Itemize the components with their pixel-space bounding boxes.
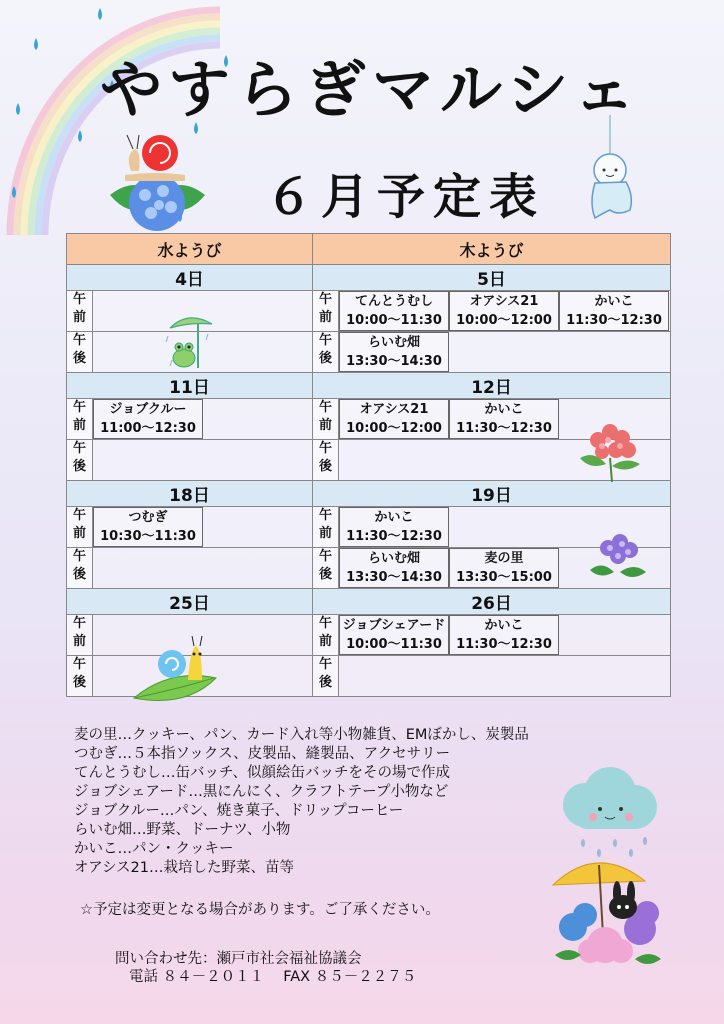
note-line: らいむ畑…野菜、ドーナツ、小物 <box>74 822 291 838</box>
date-row <box>67 481 671 507</box>
slot-label-pm: 午 後 <box>67 332 93 373</box>
vendor-name: オアシス21 <box>359 402 429 417</box>
date-cell: 18日 <box>67 481 313 507</box>
vendor-name: かいこ <box>484 402 524 417</box>
slot-label-pm: 午 後 <box>313 656 339 697</box>
snail-hydrangea-icon <box>105 125 210 235</box>
vendor-name: ジョブシェアード <box>342 618 446 633</box>
cloud-icon <box>555 765 665 865</box>
slot-label-am: 午 前 <box>313 291 339 332</box>
vendor-name: かいこ <box>374 510 414 525</box>
contact-info <box>115 950 416 986</box>
vendor-time: 11:30～12:30 <box>346 529 442 544</box>
frog-leaf-icon <box>160 310 215 372</box>
slot-label-am: 午 前 <box>313 507 339 548</box>
vendor-time: 13:30～14:30 <box>346 354 442 369</box>
date-cell: 19日 <box>313 481 671 507</box>
date-cell: 12日 <box>313 373 671 399</box>
vendor-time: 10:00～11:30 <box>346 637 442 652</box>
vendor-entry <box>449 399 559 439</box>
vendor-entry <box>339 507 449 547</box>
vendor-entry <box>93 507 203 547</box>
contact-phone-fax: 電話 ８４－２０１１ FAX ８５－２２７５ <box>129 969 417 985</box>
contact-org: 問い合わせ先：瀬戸市社会福祉協議会 <box>115 951 362 967</box>
note-line: ジョブクルー…パン、焼き菓子、ドリップコーヒー <box>74 803 404 819</box>
date-row <box>67 373 671 399</box>
date-cell: 25日 <box>67 589 313 615</box>
vendor-entry <box>559 291 669 331</box>
vendor-time: 11:30～12:30 <box>456 421 552 436</box>
slot-row-am <box>67 291 671 332</box>
hydrangea-purple-icon <box>588 530 648 585</box>
vendor-entry <box>449 548 559 588</box>
vendor-name: 麦の里 <box>484 551 524 566</box>
vendor-entry <box>339 399 449 439</box>
date-cell: 26日 <box>313 589 671 615</box>
date-cell: 4日 <box>67 265 313 291</box>
slot-label-pm: 午 後 <box>313 548 339 589</box>
vendor-name: ジョブクルー <box>109 402 187 417</box>
vendor-name: オアシス21 <box>469 294 539 309</box>
vendor-time: 10:00～11:30 <box>346 313 442 328</box>
vendor-notes <box>74 726 529 878</box>
vendor-entry <box>93 399 203 439</box>
snail-leaf-icon <box>130 628 220 708</box>
note-line: 麦の里…クッキー、パン、カード入れ等小物雑貨、EMぼかし、炭製品 <box>74 727 529 743</box>
column-header-thu: 木ようび <box>313 234 671 265</box>
slot-label-am: 午 前 <box>313 399 339 440</box>
vendor-entry <box>449 291 559 331</box>
note-line: てんとうむし…缶バッチ、似顔絵缶バッチをその場で作成 <box>74 765 450 781</box>
slot-label-am: 午 前 <box>67 399 93 440</box>
slot-label-pm: 午 後 <box>67 656 93 697</box>
vendor-name: らいむ畑 <box>368 335 421 350</box>
vendor-time: 13:30～15:00 <box>456 570 552 585</box>
vendor-time: 11:00～12:30 <box>100 421 196 436</box>
vendor-entry <box>339 291 449 331</box>
vendor-name: つむぎ <box>128 510 168 525</box>
vendor-entry <box>449 615 559 655</box>
slot-label-am: 午 前 <box>313 615 339 656</box>
page-subtitle: ６月予定表 <box>265 169 546 225</box>
change-notice: ☆予定は変更となる場合があります。ご了承ください。 <box>80 902 440 918</box>
slot-row-am <box>67 507 671 548</box>
slot-label-am: 午 前 <box>67 507 93 548</box>
date-row <box>67 589 671 615</box>
date-row <box>67 265 671 291</box>
slot-label-am: 午 前 <box>67 615 93 656</box>
slot-row-pm <box>67 548 671 589</box>
vendor-name: てんとうむし <box>355 294 434 309</box>
date-cell: 5日 <box>313 265 671 291</box>
vendor-time: 10:00～12:00 <box>456 313 552 328</box>
vendor-entry <box>339 548 449 588</box>
slot-label-pm: 午 後 <box>313 332 339 373</box>
vendor-time: 11:30～12:30 <box>456 637 552 652</box>
teru-teru-bozu-icon <box>575 115 645 230</box>
slot-label-am: 午 前 <box>67 291 93 332</box>
column-header-wed: 水ようび <box>67 234 313 265</box>
note-line: つむぎ…５本指ソックス、皮製品、縫製品、アクセサリー <box>74 746 451 762</box>
slot-label-pm: 午 後 <box>313 440 339 481</box>
vendor-name: らいむ畑 <box>368 551 421 566</box>
vendor-time: 10:30～11:30 <box>100 529 196 544</box>
note-line: ジョブシェアード…黒にんにく、クラフトテープ小物など <box>74 784 449 800</box>
vendor-name: かいこ <box>594 294 634 309</box>
note-line: かいこ…パン・クッキー <box>74 841 234 857</box>
slot-row-pm <box>67 332 671 373</box>
vendor-entry <box>339 332 449 372</box>
vendor-entry <box>339 615 449 655</box>
vendor-name: かいこ <box>484 618 524 633</box>
slot-label-pm: 午 後 <box>67 548 93 589</box>
date-cell: 11日 <box>67 373 313 399</box>
vendor-time: 13:30～14:30 <box>346 570 442 585</box>
umbrella-hydrangea-icon <box>545 855 670 975</box>
hydrangea-red-icon <box>572 418 652 484</box>
vendor-time: 11:30～12:30 <box>566 313 662 328</box>
vendor-time: 10:00～12:00 <box>346 421 442 436</box>
slot-label-pm: 午 後 <box>67 440 93 481</box>
note-line: オアシス21…栽培した野菜、苗等 <box>74 860 294 876</box>
page-title: やすらぎマルシェ <box>100 53 642 126</box>
